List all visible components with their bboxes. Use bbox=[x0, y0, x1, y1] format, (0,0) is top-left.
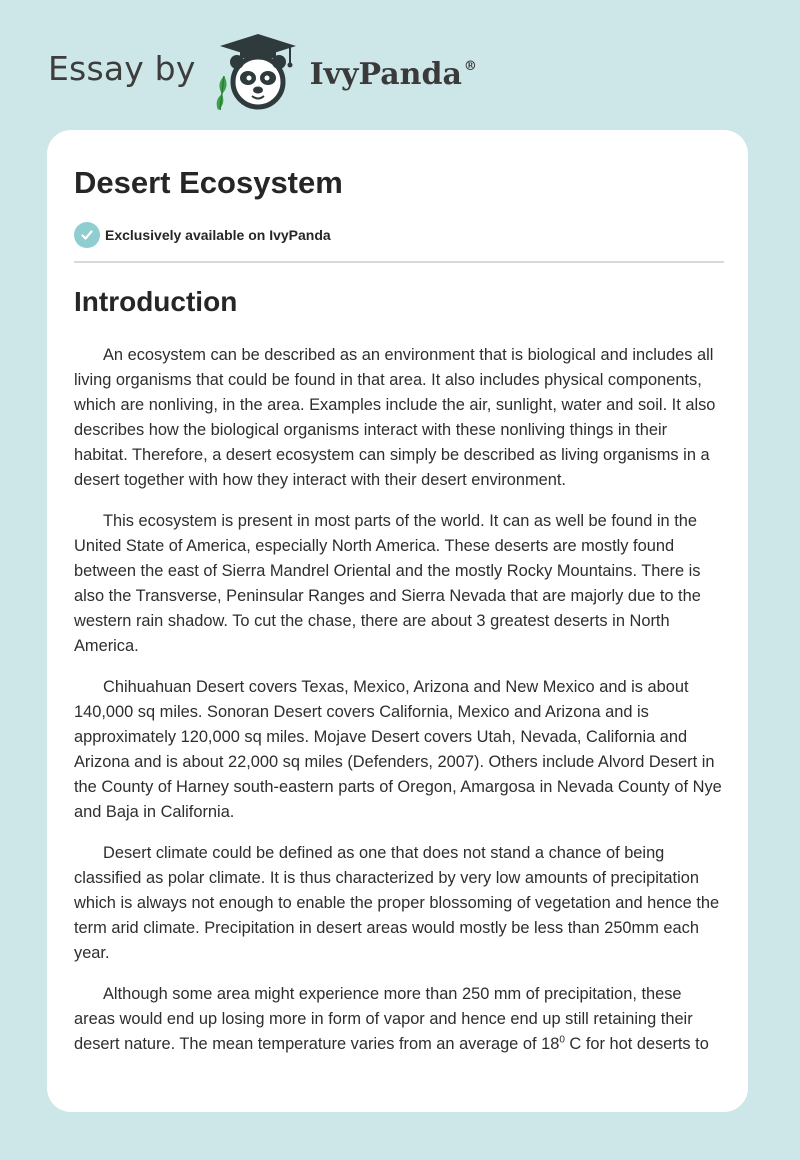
paragraph: An ecosystem can be described as an environment that is biological and includes all living organisms that could be found in that area. It also includes physical components, which are nonliving, in the area. Examples include the air, sunlight, water and soil. It also describes how the biological organisms interact with these nonliving things in their habitat. Therefore, a desert ecosystem can simply be described as living organisms in a desert together with how they interact with their desert environment. bbox=[74, 346, 716, 489]
check-icon bbox=[74, 222, 100, 248]
paragraph: This ecosystem is present in most parts of the world. It can as well be found in the United State of America, especially North America. These deserts are mostly found between the east of Sierra Mandrel Oriental and the mostly Rocky Mountains. There is also the Transverse, Peninsular Ranges and Sierra Nevada that are majorly due to the western rain shadow. To cut the chase, there are about 3 greatest deserts in North America. bbox=[74, 512, 701, 655]
paragraph: Desert climate could be defined as one that does not stand a chance of being classified as polar climate. It is thus characterized by very low amounts of precipitation which is always not enough to enable the proper blossoming of vegetation and hence the term arid climate. Precipitation in desert areas would mostly be less than 250mm each year. bbox=[74, 844, 720, 962]
panda-logo-icon[interactable] bbox=[210, 32, 306, 112]
exclusive-label: Exclusively available on IvyPanda bbox=[105, 227, 331, 243]
page-title: Desert Ecosystem bbox=[74, 165, 343, 200]
section-heading: Introduction bbox=[74, 286, 238, 317]
paragraph: Although some area might experience more than 250 mm of precipitation, these areas would end up losing more in form of vapor and hence end up still retaining their desert nature. The mean temperature varies from an average of $18^0$ C for hot deserts to bbox=[74, 985, 709, 1053]
exclusive-badge bbox=[74, 222, 331, 248]
article-body bbox=[74, 343, 724, 1073]
brand-name[interactable]: IvyPanda ® bbox=[309, 56, 477, 92]
essay-by-label: Essay by bbox=[48, 48, 196, 88]
divider bbox=[74, 261, 724, 263]
essay-card bbox=[47, 130, 748, 1112]
site-header bbox=[48, 32, 477, 112]
paragraph: Chihuahuan Desert covers Texas, Mexico, Arizona and New Mexico and is about 140,000 sq miles. Sonoran Desert covers California, Mexico and Arizona and is approximately 120,000 sq miles. Mojave Desert covers Utah, Nevada, California and Arizona and is about 22,000 sq miles (Defenders, 2007). Others include Alvord Desert in the County of Harney south-eastern parts of Oregon, Amargosa in Nevada County of Nye and Baja in California. bbox=[74, 678, 722, 821]
